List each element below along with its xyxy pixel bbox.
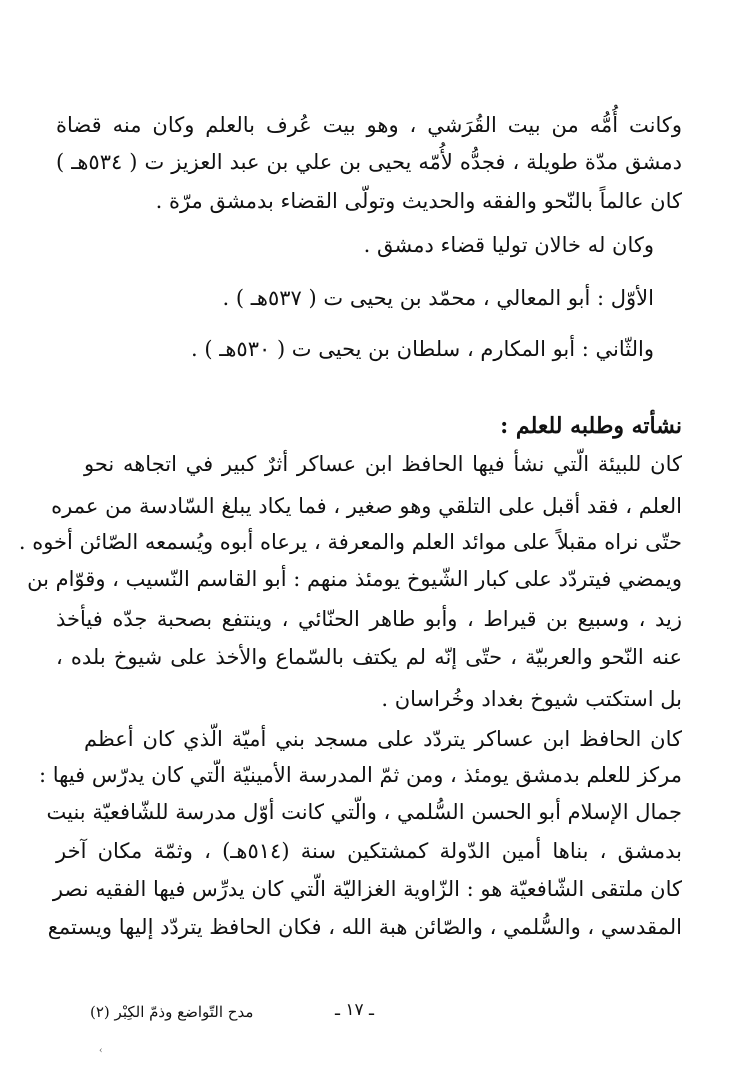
text-line: الأوّل : أبو المعالي ، محمّد بن يحيى ت ( ٥٣٧هـ ) .	[222, 286, 654, 310]
text-line: دمشق مدّة طويلة ، فجدُّه لأُمّه يحيى بن علي بن عبد العزيز ت ( ٥٣٤هـ )	[56, 150, 682, 174]
text-line: كان للبيئة الّتي نشأ فيها الحافظ ابن عساكر أثرٌ كبير في اتجاهه نحو	[84, 452, 682, 476]
text-line: كان عالماً بالنّحو والفقه والحديث وتولّى القضاء بدمشق مرّة .	[155, 189, 682, 213]
text-line: المقدسي ، والسُّلمي ، والصّائن هبة الله ، فكان الحافظ يتردّد إليها ويستمع	[47, 915, 682, 939]
book-title: مدح التّواضع وذمّ الكِبْر (٢)	[90, 1003, 254, 1021]
scan-speck: ‹	[99, 1046, 103, 1056]
text-line: بدمشق ، بناها أمين الدّولة كمشتكين سنة (٥١٤هـ) ، وثمّة مكان آخر	[56, 839, 682, 863]
text-line: حتّى نراه مقبلاً على موائد العلم والمعرفة ، يرعاه أبوه ويُسمعه الصّائن أخوه .	[18, 530, 682, 554]
text-line: وكانت أُمُّه من بيت القُرَشي ، وهو بيت عُرف بالعلم وكان منه قضاة	[56, 113, 682, 137]
text-line: والثّاني : أبو المكارم ، سلطان بن يحيى ت ( ٥٣٠هـ ) .	[190, 337, 654, 361]
text-line: العلم ، فقد أقبل على التلقي وهو صغير ، فما يكاد يبلغ السّادسة من عمره	[51, 494, 682, 518]
text-line: جمال الإسلام أبو الحسن السُّلمي ، والّتي كانت أوّل مدرسة للشّافعيّة بنيت	[46, 800, 682, 824]
page-number: ـ ١٧ ـ	[335, 1000, 375, 1020]
text-line: زيد ، وسبيع بن قيراط ، وأبو طاهر الحنّائي ، وينتفع بصحبة جدّه فيأخذ	[56, 607, 682, 631]
text-line: عنه النّحو والعربيّة ، حتّى إنّه لم يكتف بالسّماع والأخذ على شيوخ بلده ،	[56, 645, 682, 669]
text-line: ويمضي فيتردّد على كبار الشّيوخ يومئذ منهم : أبو القاسم النّسيب ، وقوّام بن	[27, 567, 682, 591]
text-line: وكان له خالان توليا قضاء دمشق .	[363, 233, 654, 257]
text-line: بل استكتب شيوخ بغداد وخُراسان .	[381, 687, 682, 711]
text-line: كان الحافظ ابن عساكر يتردّد على مسجد بني أميّة الّذي كان أعظم	[84, 727, 682, 751]
text-line: كان ملتقى الشّافعيّة هو : الزّاوية الغزاليّة الّتي كان يدرِّس فيها الفقيه نصر	[52, 877, 682, 901]
section-heading: نشأته وطلبه للعلم :	[500, 413, 682, 439]
text-line: مركز للعلم بدمشق يومئذ ، ومن ثمّ المدرسة الأمينيّة الّتي كان يدرّس فيها :	[38, 763, 682, 787]
